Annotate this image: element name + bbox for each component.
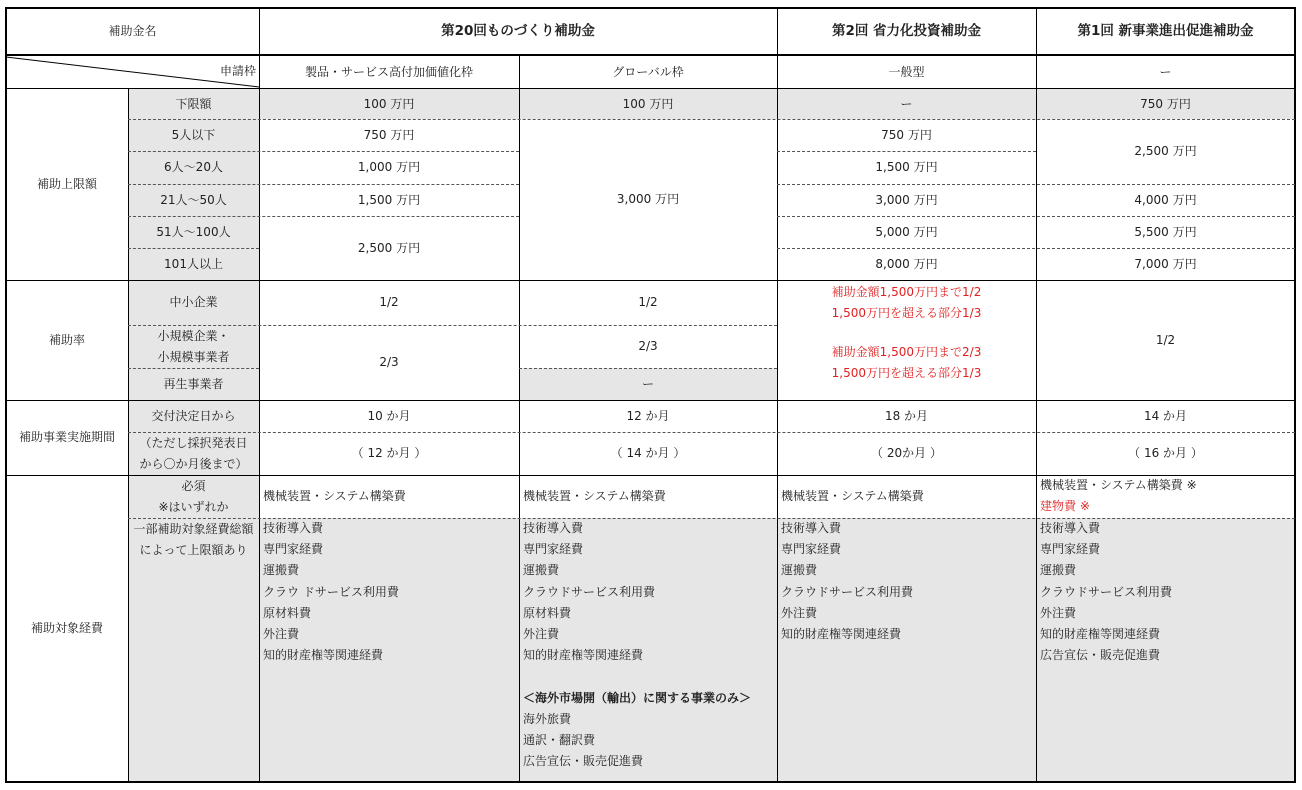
header-frame-label: 申請枠 (219, 63, 256, 78)
list-item: 原材料費 (263, 605, 312, 620)
dash-limit-3b (777, 184, 1295, 185)
list-item: 運搬費 (523, 563, 560, 578)
dash-limit-2a (128, 151, 519, 152)
list-item: 外注費 (1040, 605, 1077, 620)
rate-row-revival: 再生事業者 (163, 376, 224, 391)
line-frame (5, 88, 1296, 89)
border-left (5, 7, 7, 783)
expense-required-c4-line2: 建物費 ※ (1040, 499, 1090, 513)
list-item: 原材料費 (523, 605, 572, 620)
expense-required-c1: 機械装置・システム構築費 (263, 489, 406, 504)
limit-row-101: 101人以上 (164, 256, 223, 271)
limit-c3-51-100: 5,000 万円 (875, 224, 938, 239)
expense-section-label: 補助対象経費 (30, 620, 103, 635)
limit-row-51-100: 51人〜100人 (156, 224, 231, 239)
list-item: クラウドサービス利用費 (1040, 584, 1173, 599)
list-item: クラウドサービス利用費 (523, 584, 656, 599)
dash-expense (128, 518, 1295, 519)
limit-c4-101: 7,000 万円 (1134, 256, 1197, 271)
list-item: 専門家経費 (1040, 542, 1101, 557)
rate-c2-sme: 1/2 (638, 295, 658, 310)
frame-monozukuri-product: 製品・サービス高付加価値化枠 (304, 65, 473, 80)
list-item: 知的財産権等関連経費 (781, 626, 902, 641)
list-item: 外注費 (781, 605, 818, 620)
limit-section-label: 補助上限額 (36, 177, 97, 192)
list-item: 知的財産権等関連経費 (1040, 626, 1161, 641)
limit-row-5: 5人以下 (171, 127, 216, 142)
line-col-b (519, 55, 520, 781)
expense-required-line2: ※はいずれか (158, 499, 229, 514)
expense-partial-line2: によって上限額あり (139, 543, 248, 557)
line-col-d (1036, 8, 1037, 782)
list-item: 専門家経費 (523, 542, 584, 557)
limit-row-6-20: 6人〜20人 (164, 160, 223, 175)
list-subheading: ＜海外市場開（輸出）に関する事業のみ＞ (523, 690, 752, 705)
border-bottom (5, 781, 1296, 783)
limit-c4-up-to-20: 2,500 万円 (1134, 144, 1197, 159)
list-item: 外注費 (263, 626, 300, 641)
period-row-from-decision: 交付決定日から (151, 408, 236, 423)
rate-c2-revival: ー (641, 376, 654, 391)
rate-c1-small-revival: 2/3 (379, 355, 399, 370)
period-c4-adoption: （ 16 か月 ） (1128, 446, 1203, 461)
line-col-c (777, 8, 778, 782)
line-col-label (128, 89, 129, 781)
rate-c3-sme-line1: 補助金額1,500万円まで1/2 (831, 284, 982, 299)
list-item: 技術導入費 (1040, 521, 1101, 535)
dash-limit-5a (128, 248, 259, 249)
limit-c3-lower: ー (900, 96, 913, 111)
expense-list-c2 (519, 518, 777, 772)
period-c2-decision: 12 か月 (626, 408, 670, 423)
period-row-from-adoption-line1: （ただし採択発表日 (139, 435, 248, 450)
limit-c3-5: 750 万円 (881, 127, 932, 142)
period-row-from-adoption-line2: から〇か月後まで） (139, 456, 248, 471)
line-period-end (5, 475, 1296, 476)
period-section-label: 補助事業実施期間 (18, 430, 115, 445)
period-c2-adoption: （ 14 か月 ） (610, 446, 686, 461)
line-rate-end (5, 400, 1296, 401)
list-item: 広告宣伝・販売促進費 (523, 754, 644, 769)
list-item: 通訳・翻訳費 (523, 732, 596, 747)
dash-limit-2b (777, 151, 1036, 152)
list-spacer (523, 666, 777, 687)
limit-c3-21-50: 3,000 万円 (875, 192, 938, 207)
rate-c4-all: 1/2 (1155, 332, 1176, 347)
dash-limit-3a (128, 184, 519, 185)
period-row-from-adoption (128, 432, 259, 475)
rate-c3-small-line1: 補助金額1,500万円まで2/3 (831, 344, 982, 359)
header-grant-shinjigyo: 第1回 新事業進出促進補助金 (1077, 22, 1254, 39)
limit-c1-5: 750 万円 (363, 127, 415, 142)
limit-c3-6-20: 1,500 万円 (875, 160, 938, 175)
limit-c2-all: 3,000 万円 (616, 192, 680, 207)
rate-c3-sme (777, 280, 1036, 325)
expense-required-c4 (1036, 475, 1295, 518)
list-item: 広告宣伝・販売促進費 (1040, 648, 1161, 663)
dash-limit-4a (128, 216, 519, 217)
expense-list-c4 (1036, 518, 1295, 666)
limit-c4-51-100: 5,500 万円 (1134, 224, 1197, 239)
list-item: 技術導入費 (781, 521, 842, 535)
limit-c3-101: 8,000 万円 (875, 256, 938, 271)
list-item: 知的財産権等関連経費 (523, 648, 644, 663)
header-name-label: 補助金名 (108, 23, 157, 38)
period-c1-decision: 10 か月 (367, 408, 411, 423)
list-item: 運搬費 (781, 563, 818, 578)
line-col-a (259, 8, 260, 782)
dash-rate-2a (128, 368, 259, 369)
limit-c1-lower: 100 万円 (363, 96, 415, 111)
limit-c1-6-20: 1,000 万円 (357, 160, 421, 175)
rate-c3-sme-line2: 1,500万円を超える部分1/3 (831, 305, 982, 320)
list-item: 海外旅費 (523, 711, 572, 726)
border-right (1294, 7, 1296, 783)
list-item: 運搬費 (1040, 563, 1077, 578)
period-c3-decision: 18 か月 (884, 408, 929, 423)
rate-row-small-line2: 小規模事業者 (157, 349, 230, 364)
rate-c1-sme: 1/2 (379, 295, 399, 310)
period-c3-adoption: （ 20か月 ） (871, 446, 942, 461)
border-top (5, 7, 1296, 9)
list-item: 専門家経費 (781, 542, 842, 557)
limit-c1-51-plus: 2,500 万円 (357, 240, 421, 255)
frame-shinjigyo-none: ー (1159, 65, 1172, 80)
list-item: 技術導入費 (523, 521, 584, 535)
period-c1-adoption: （ 12 か月 ） (351, 446, 427, 461)
limit-c4-21-50: 4,000 万円 (1134, 192, 1197, 207)
limit-row-lower: 下限額 (175, 96, 212, 111)
dash-limit-1 (128, 119, 1295, 120)
dash-limit-5b (777, 248, 1295, 249)
header-grant-monozukuri: 第20回ものづくり補助金 (441, 22, 595, 39)
line-limit-end (5, 280, 1296, 281)
rate-row-sme: 中小企業 (169, 295, 218, 310)
list-item: 外注費 (523, 626, 560, 641)
rate-c3-small (777, 340, 1036, 385)
expense-required-c4-line1: 機械装置・システム構築費 ※ (1040, 478, 1197, 492)
dash-rate-1a (128, 325, 777, 326)
list-item: クラウドサービス利用費 (781, 584, 914, 599)
expense-list-c3 (777, 518, 1036, 645)
list-item: 技術導入費 (263, 521, 324, 535)
limit-c4-lower: 750 万円 (1140, 96, 1191, 111)
list-item: クラウ ドサービス利用費 (263, 584, 399, 599)
rate-c3-small-line2: 1,500万円を超える部分1/3 (831, 365, 982, 380)
expense-required-c3: 機械装置・システム構築費 (781, 489, 924, 504)
period-c4-decision: 14 か月 (1143, 408, 1188, 423)
dash-period (128, 432, 1295, 433)
limit-c2-lower: 100 万円 (622, 96, 674, 111)
frame-monozukuri-global: グローバル枠 (612, 65, 684, 80)
list-item: 運搬費 (263, 563, 300, 578)
header-grant-shoryokuka: 第2回 省力化投資補助金 (831, 22, 982, 39)
line-header (5, 54, 1296, 56)
expense-required-label (128, 475, 259, 518)
limit-c1-21-50: 1,500 万円 (357, 192, 421, 207)
frame-shoryokuka-general: 一般型 (888, 65, 925, 80)
dash-limit-4b (777, 216, 1295, 217)
expense-required-line1: 必須 (181, 478, 206, 493)
expense-partial-label (128, 518, 259, 562)
dash-rate-2b (519, 368, 777, 369)
expense-required-c2: 機械装置・システム構築費 (523, 489, 666, 504)
list-item: 知的財産権等関連経費 (263, 648, 384, 663)
expense-partial-line1: 一部補助対象経費総額 (133, 522, 254, 536)
expense-list-c1 (259, 518, 519, 666)
rate-row-small-line1: 小規模企業・ (157, 328, 230, 343)
limit-row-21-50: 21人〜50人 (160, 192, 227, 207)
list-item: 専門家経費 (263, 542, 324, 557)
rate-row-small (128, 325, 259, 368)
rate-section-label: 補助率 (48, 332, 85, 347)
rate-c2-small: 2/3 (638, 339, 658, 354)
